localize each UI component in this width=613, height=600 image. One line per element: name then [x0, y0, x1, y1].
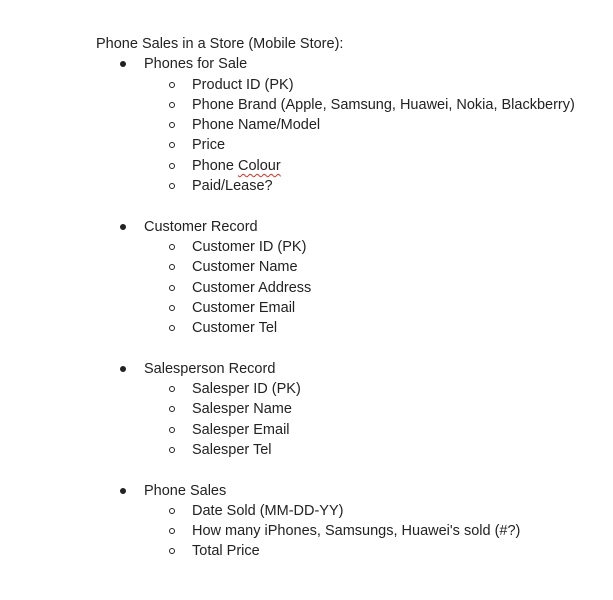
list-item	[96, 379, 606, 399]
list-item-heading	[96, 359, 606, 379]
filled-bullet-icon	[120, 224, 126, 230]
section-phone-sales	[96, 481, 606, 562]
hollow-bullet-icon	[169, 264, 175, 270]
hollow-bullet-icon	[169, 548, 175, 554]
section-heading: Customer Record	[144, 218, 258, 235]
hollow-bullet-icon	[169, 447, 175, 453]
list-item	[96, 521, 606, 541]
list-item	[96, 95, 606, 115]
list-item-text: Total Price	[192, 543, 260, 560]
list-item-heading	[96, 217, 606, 237]
list-item	[96, 399, 606, 419]
list-item-heading	[96, 481, 606, 501]
list-item-text: How many iPhones, Samsungs, Huawei's sold (#?)	[192, 523, 521, 540]
section-salesperson-record	[96, 359, 606, 460]
hollow-bullet-icon	[169, 244, 175, 250]
hollow-bullet-icon	[169, 285, 175, 291]
list-item	[96, 257, 606, 277]
document-title: Phone Sales in a Store (Mobile Store):	[96, 36, 344, 52]
hollow-bullet-icon	[169, 528, 175, 534]
list-item	[96, 135, 606, 155]
hollow-bullet-icon	[169, 163, 175, 169]
hollow-bullet-icon	[169, 183, 175, 189]
list-item	[96, 318, 606, 338]
list-item	[96, 501, 606, 521]
list-item-text: Customer Tel	[192, 320, 278, 337]
document-body[interactable]	[96, 34, 606, 562]
list-item-text: Paid/Lease?	[192, 178, 273, 195]
list-item-text: Customer Email	[192, 299, 296, 316]
list-item	[96, 541, 606, 561]
list-item	[96, 278, 606, 298]
list-item	[96, 115, 606, 135]
hollow-bullet-icon	[169, 142, 175, 148]
list-item-text: Customer Name	[192, 259, 298, 276]
hollow-bullet-icon	[169, 305, 175, 311]
filled-bullet-icon	[120, 488, 126, 494]
hollow-bullet-icon	[169, 406, 175, 412]
list-item	[96, 237, 606, 257]
section-phones-for-sale	[96, 54, 606, 196]
list-item-text: Price	[192, 137, 226, 154]
hollow-bullet-icon	[169, 386, 175, 392]
section-heading: Salesperson Record	[144, 360, 276, 377]
list-item-text: Product ID (PK)	[192, 76, 294, 93]
spellcheck-flagged-word[interactable]: Colour	[237, 157, 281, 174]
hollow-bullet-icon	[169, 122, 175, 128]
filled-bullet-icon	[120, 61, 126, 67]
list-item	[96, 176, 606, 196]
filled-bullet-icon	[120, 366, 126, 372]
list-item-text: Date Sold (MM-DD-YY)	[192, 502, 344, 519]
hollow-bullet-icon	[169, 82, 175, 88]
hollow-bullet-icon	[169, 102, 175, 108]
list-item-text: Phone Brand (Apple, Samsung, Huawei, Nokia, Blackberry)	[192, 96, 575, 113]
list-item	[96, 298, 606, 318]
list-item-text: Salesper Email	[192, 421, 290, 438]
list-item-text: Salesper ID (PK)	[192, 381, 301, 398]
list-item-text: Salesper Name	[192, 401, 292, 418]
list-item	[96, 75, 606, 95]
list-item-text: Salesper Tel	[192, 441, 272, 458]
hollow-bullet-icon	[169, 508, 175, 514]
hollow-bullet-icon	[169, 325, 175, 331]
list-item-text: Customer ID (PK)	[192, 238, 307, 255]
section-heading: Phones for Sale	[144, 56, 248, 73]
list-item	[96, 420, 606, 440]
section-heading: Phone Sales	[144, 482, 227, 499]
hollow-bullet-icon	[169, 427, 175, 433]
list-item-text-prefix: Phone	[192, 157, 238, 174]
list-item-heading	[96, 54, 606, 74]
list-item-text: Customer Address	[192, 279, 312, 296]
list-item	[96, 440, 606, 460]
list-item	[96, 156, 606, 176]
section-customer-record	[96, 217, 606, 339]
list-item-text: Phone Name/Model	[192, 117, 321, 134]
